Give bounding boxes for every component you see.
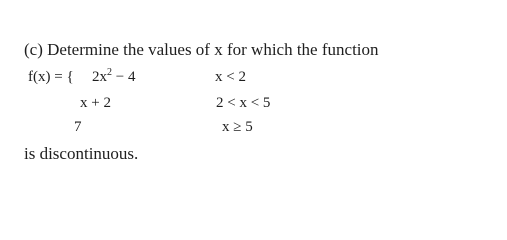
piece-3-expression: 7 — [74, 119, 82, 135]
piece-1-condition: x < 2 — [215, 69, 246, 85]
question-prompt: (c) Determine the values of x for which the function — [24, 40, 379, 59]
piece-1-base: 2x — [92, 69, 107, 85]
piece-1-rest: − 4 — [112, 69, 136, 85]
piece-2-condition: 2 < x < 5 — [216, 95, 271, 111]
function-lhs: f(x) = { — [28, 69, 74, 85]
question-closing: is discontinuous. — [24, 144, 139, 163]
piece-3-condition: x ≥ 5 — [222, 119, 253, 135]
piece-1-expression — [92, 67, 136, 85]
piece-2-expression: x + 2 — [80, 95, 111, 111]
piece-1-exponent: 2 — [107, 67, 112, 78]
